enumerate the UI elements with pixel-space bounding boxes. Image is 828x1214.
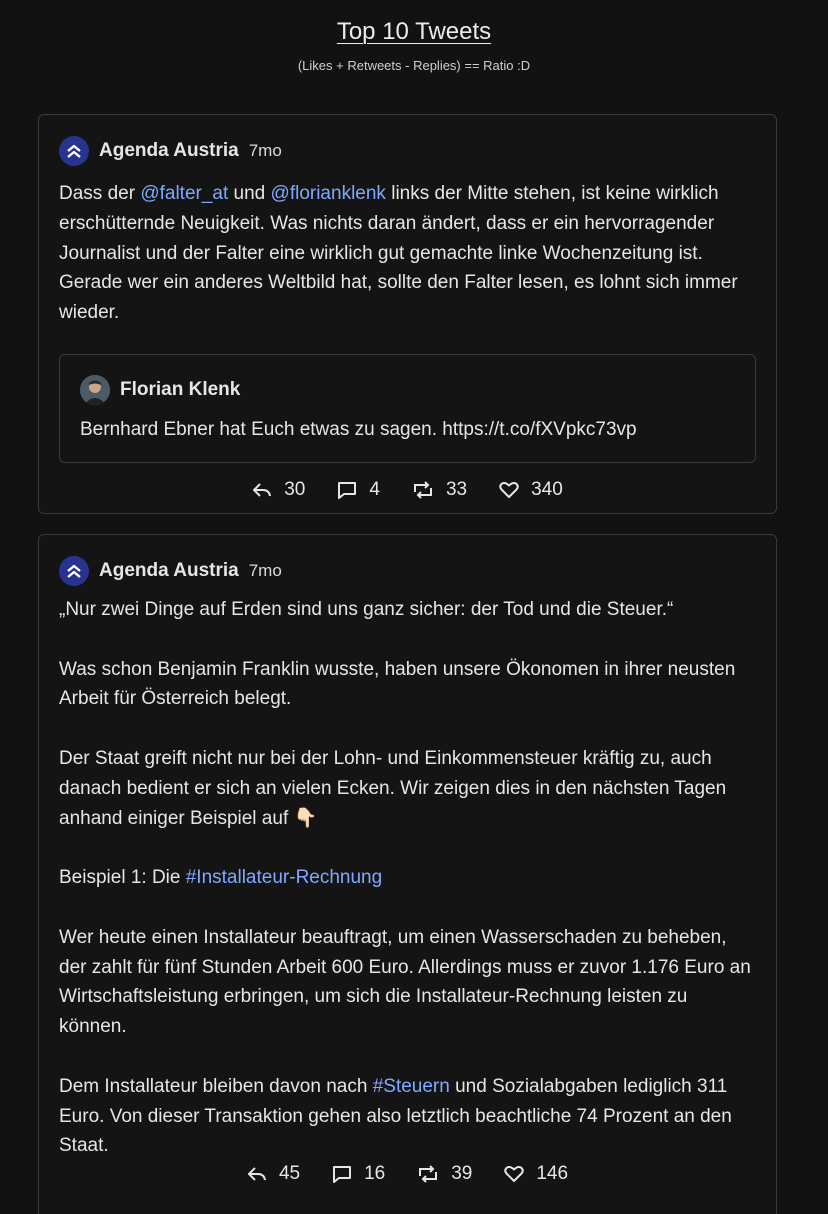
like-stat[interactable] [499,479,563,501]
retweet-count: 39 [451,1163,473,1184]
quoted-tweet[interactable] [59,354,756,463]
tweet-text [59,595,756,1161]
tweet-stats [59,479,756,501]
quote-author-name[interactable]: Florian Klenk [120,378,241,400]
quote-author-row [80,375,735,405]
text-segment: Dass der [59,183,141,204]
text-segment: Wer heute einen Installateur beauftragt, um einen Wasserschaden zu beheben, der zahlt für fünf Stunden Arbeit 600 Euro. Allerdings muss er zuvor 1.176 Euro an Wirtschaftsleistung erbringen, um sich die Installateur-Rechnung leisten zu können. Dem Installateur bleiben davon nach [59,926,751,1097]
like-stat[interactable] [504,1163,568,1185]
tweet-card [38,114,777,514]
tweet-timestamp[interactable]: 7mo [248,141,282,160]
comment-icon [337,481,357,499]
tweet-timestamp[interactable]: 7mo [248,561,282,580]
reply-stat[interactable] [252,479,305,501]
comment-icon [332,1165,352,1183]
tweet-author-row [59,555,756,587]
comment-count: 4 [369,478,380,500]
page-subtitle: (Likes + Retweets - Replies) == Ratio :D [297,58,531,73]
reply-count: 30 [284,478,306,500]
tweet-card [38,534,777,1214]
mention-link-florianklenk[interactable]: @florianklenk [270,183,386,204]
tweet-author-name[interactable]: Agenda Austria [99,140,239,161]
tweet-author-name[interactable]: Agenda Austria [99,560,239,581]
text-segment: „Nur zwei Dinge auf Erden sind uns ganz sicher: der Tod und die Steuer.“ Was schon Benjamin Franklin wusste, haben unsere Ökonomen in ihrer neusten Arbeit für Österreich belegt. Der Staat greift nicht nur bei der Lohn- und Einkommensteuer kräftig zu, auch danach bedient er sich an vielen Ecken. Wir zeigen dies in den nächsten Tagen anhand einiger Beispiel auf 👇🏻 Beispiel 1: Die [59,599,736,889]
retweet-icon [417,1165,439,1183]
tweet-stats [39,1163,776,1185]
heart-icon [504,1165,524,1183]
page-header [0,0,828,73]
text-segment: und [228,183,271,204]
retweet-count: 33 [445,478,468,500]
agenda-austria-logo-icon[interactable] [59,136,89,166]
reply-icon [247,1165,267,1183]
reply-count: 45 [278,1163,301,1184]
hashtag-link-installateur[interactable]: #Installateur-Rechnung [185,867,383,889]
tweet-text [59,179,756,328]
text-segment: und Sozialabgaben lediglich 311 Euro. Von dieser Transaktion gehen also letztlich beachtliche 74 Prozent an den Staat. [59,1075,738,1157]
page-title[interactable]: Top 10 Tweets [336,18,492,45]
mention-link-falter[interactable]: @falter_at [140,183,229,204]
reply-stat[interactable] [247,1163,300,1185]
text-segment: links der Mitte stehen, ist keine wirklich erschütternde Neuigkeit. Was nichts daran ändert, dass er ein hervorragender Journalist und der Falter eine wirklich gut gemachte linke Wochenzeitung ist. Gerade wer ein anderes Weltbild hat, sollte den Falter lesen, es lohnt sich immer wieder. [59,183,743,324]
hashtag-link-steuern[interactable]: #Steuern [372,1075,450,1097]
like-count: 340 [531,478,563,500]
comment-stat[interactable] [332,1163,385,1185]
retweet-stat[interactable] [417,1163,472,1185]
comment-stat[interactable] [337,479,380,501]
agenda-austria-logo-icon[interactable] [59,556,89,586]
comment-count: 16 [364,1163,386,1184]
heart-icon [499,481,519,499]
like-count: 146 [536,1163,569,1184]
tweet-author-row [59,135,756,167]
avatar[interactable] [80,375,110,405]
retweet-stat[interactable] [412,479,467,501]
quote-text: Bernhard Ebner hat Euch etwas zu sagen. https://t.co/fXVpkc73vp [80,418,637,440]
retweet-icon [412,481,434,499]
reply-icon [252,481,272,499]
